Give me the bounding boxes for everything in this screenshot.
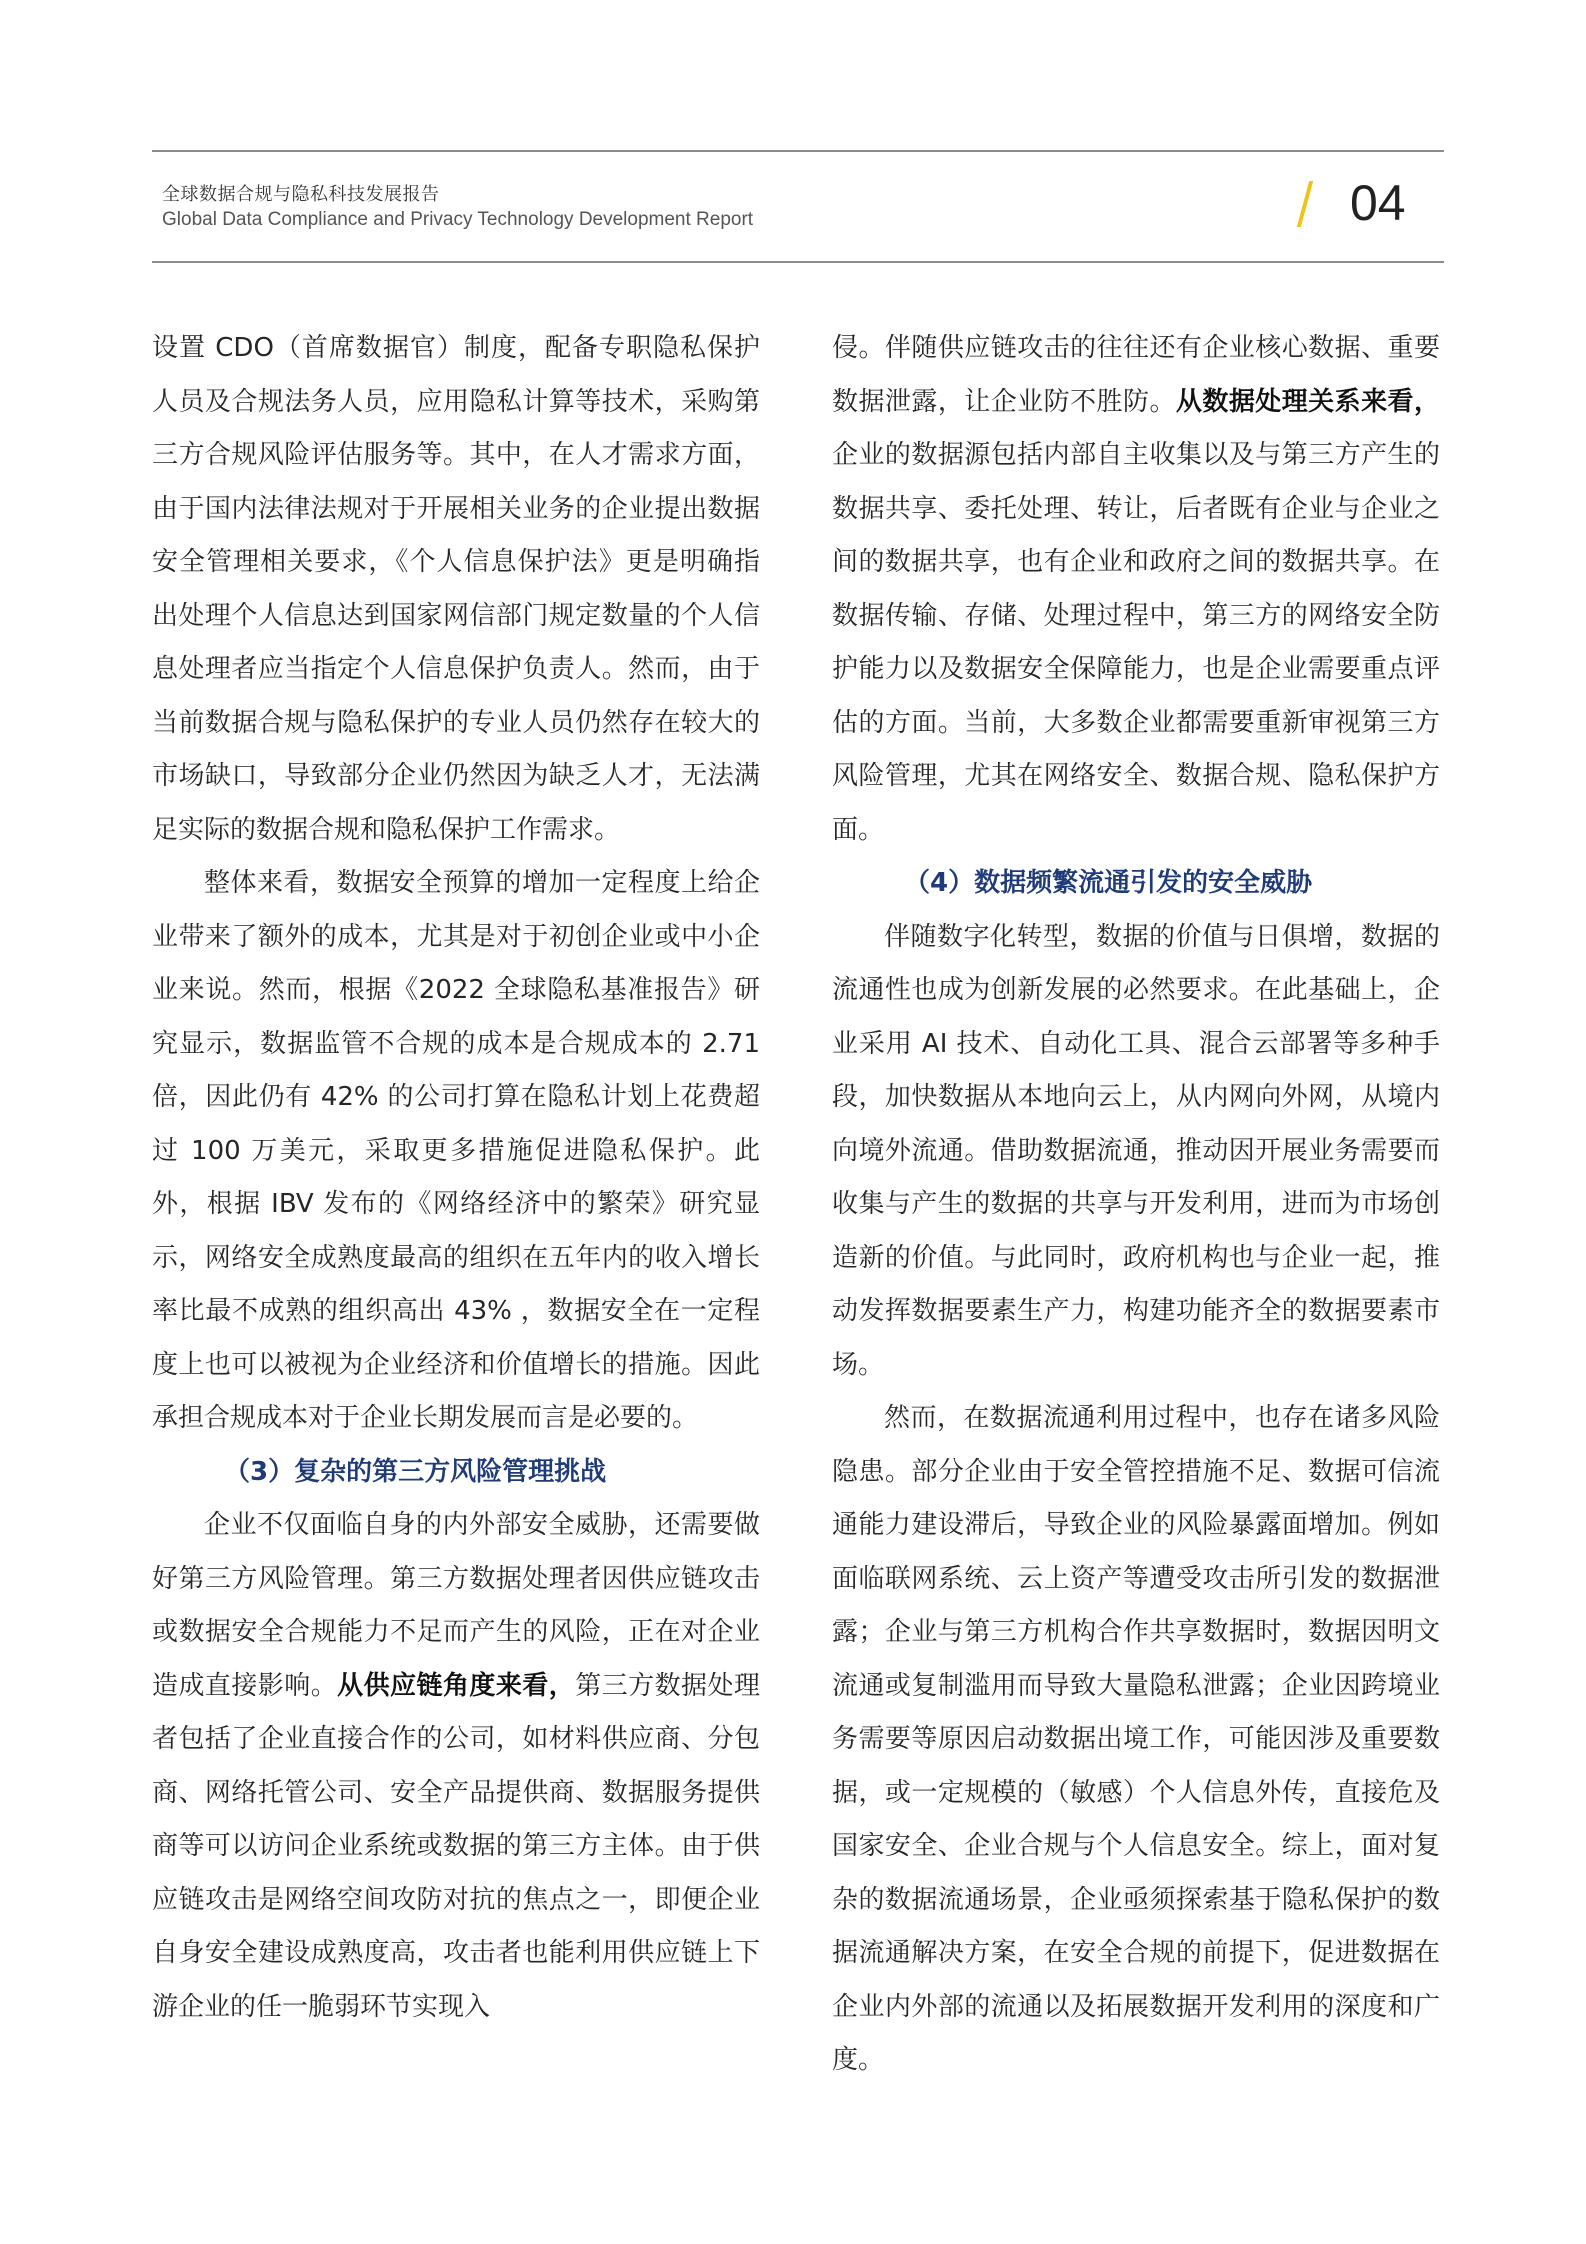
- bold-lead: 从供应链角度来看，: [337, 1670, 576, 1701]
- paragraph: 设置 CDO（首席数据官）制度，配备专职隐私保护人员及合规法务人员，应用隐私计算等技术，采购第三方合规风险评估服务等。其中，在人才需求方面，由于国内法律法规对于开展相关业务的企业提出数据安全管理相关要求，《个人信息保护法》更是明确指出处理个人信息达到国家网信部门规定数量的个人信息处理者应当指定个人信息保护负责人。然而，由于当前数据合规与隐私保护的专业人员仍然存在较大的市场缺口，导致部分企业仍然因为缺乏人才，无法满足实际的数据合规和隐私保护工作需求。: [152, 333, 760, 845]
- report-title-cn: 全球数据合规与隐私科技发展报告: [162, 184, 440, 205]
- paragraph-text: 侵。伴随供应链攻击的往往还有企业核心数据、重要数据泄露，让企业防不胜防。: [832, 333, 1440, 417]
- header-bottom-rule: [152, 261, 1444, 263]
- bold-lead: 从数据处理关系来看，: [1175, 386, 1440, 417]
- paragraph: [152, 1499, 760, 2034]
- left-column: [152, 322, 760, 2034]
- paragraph: 伴随数字化转型，数据的价值与日俱增，数据的流通性也成为创新发展的必然要求。在此基础上，企业采用 AI 技术、自动化工具、混合云部署等多种手段，加快数据从本地向云上，从内网向外网，从境内向境外流通。借助数据流通，推动因开展业务需要而收集与产生的数据的共享与开发利用，进而为市场创造新的价值。与此同时，政府机构也与企业一起，推动发挥数据要素生产力，构建功能齐全的数据要素市场。: [832, 921, 1440, 1380]
- paragraph: 然而，在数据流通利用过程中，也存在诸多风险隐患。部分企业由于安全管控措施不足、数据可信流通能力建设滞后，导致企业的风险暴露面增加。例如面临联网系统、云上资产等遭受攻击所引发的数据泄露；企业与第三方机构合作共享数据时，数据因明文流通或复制滥用而导致大量隐私泄露；企业因跨境业务需要等原因启动数据出境工作，可能因涉及重要数据，或一定规模的（敏感）个人信息外传，直接危及国家安全、企业合规与个人信息安全。综上，面对复杂的数据流通场景，企业亟须探索基于隐私保护的数据流通解决方案，在安全合规的前提下，促进数据在企业内外部的流通以及拓展数据开发利用的深度和广度。: [832, 1403, 1440, 2075]
- accent-slash-icon: [1297, 181, 1313, 227]
- paragraph: [832, 322, 1440, 857]
- paragraph-text: 第三方数据处理者包括了企业直接合作的公司，如材料供应商、分包商、网络托管公司、安全产品提供商、数据服务提供商等可以访问企业系统或数据的第三方主体。由于供应链攻击是网络空间攻防对抗的焦点之一，即便企业自身安全建设成熟度高，攻击者也能利用供应链上下游企业的任一脆弱环节实现入: [152, 1670, 760, 2022]
- header-top-rule: [152, 150, 1444, 152]
- section-heading: （3）复杂的第三方风险管理挑战: [224, 1456, 607, 1487]
- page-number: 04: [1350, 175, 1406, 231]
- paragraph-text: 企业不仅面临自身的内外部安全威胁，还需要做好第三方风险管理。第三方数据处理者因供应链攻击或数据安全合规能力不足而产生的风险，正在对企业造成直接影响。: [152, 1510, 760, 1701]
- paragraph: 整体来看，数据安全预算的增加一定程度上给企业带来了额外的成本，尤其是对于初创企业或中小企业来说。然而，根据《2022 全球隐私基准报告》研究显示，数据监管不合规的成本是合规成本的 2.71 倍，因此仍有 42% 的公司打算在隐私计划上花费超过 100 万美元，采取更多措施促进隐私保护。此外，根据 IBV 发布的《网络经济中的繁荣》研究显示，网络安全成熟度最高的组织在五年内的收入增长率比最不成熟的组织高出 43% ，数据安全在一定程度上也可以被视为企业经济和价值增长的措施。因此承担合规成本对于企业长期发展而言是必要的。: [152, 868, 760, 1433]
- paragraph-text: 企业的数据源包括内部自主收集以及与第三方产生的数据共享、委托处理、转让，后者既有企业与企业之间的数据共享，也有企业和政府之间的数据共享。在数据传输、存储、处理过程中，第三方的网络安全防护能力以及数据安全保障能力，也是企业需要重点评估的方面。当前，大多数企业都需要重新审视第三方风险管理，尤其在网络安全、数据合规、隐私保护方面。: [832, 440, 1440, 845]
- report-title-en: Global Data Compliance and Privacy Technology Development Report: [162, 209, 754, 230]
- right-column: [832, 322, 1440, 2088]
- section-heading: （4）数据频繁流通引发的安全威胁: [904, 868, 1313, 898]
